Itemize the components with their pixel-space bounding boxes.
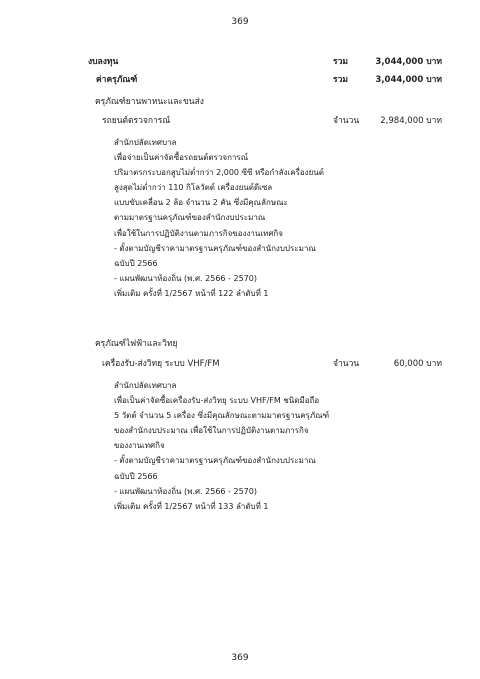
description-line: เพิ่มเติม ครั้งที่ 1/2567 หน้าที่ 133 ลำดับที่ 1 xyxy=(114,501,269,511)
description-line: สำนักปลัดเทศบาล xyxy=(114,381,177,390)
description-line: 5 วัตต์ จำนวน 5 เครื่อง ซึ่งมีคุณลักษณะตามมาตรฐานครุภัณฑ์ xyxy=(114,411,330,421)
budget-row xyxy=(0,55,480,69)
item-amount: 2,984,000 บาท xyxy=(380,116,442,126)
budget-amount: 3,044,000 บาท xyxy=(375,57,442,67)
section-header-vehicles xyxy=(0,95,480,109)
item-unit-label: จำนวน xyxy=(333,359,360,369)
budget-unit-label: รวม xyxy=(333,57,348,67)
budget-title: งบลงทุน xyxy=(88,57,119,67)
item-amount: 60,000 บาท xyxy=(393,359,442,369)
item-description-patrol-car xyxy=(114,135,454,301)
description-line: - แผนพัฒนาท้องถิ่น (พ.ศ. 2566 - 2570) xyxy=(114,273,257,283)
section-title: ครุภัณฑ์ไฟฟ้าและวิทยุ xyxy=(95,339,178,349)
description-line: ของสำนักงบประมาณ เพื่อใช้ในการปฏิบัติงานตามภารกิจ xyxy=(114,426,309,436)
description-line: - ตั้งตามบัญชีราคามาตรฐานครุภัณฑ์ของสำนักงบประมาณ xyxy=(114,456,316,466)
page-number-bottom: 369 xyxy=(231,653,249,663)
description-line: เพิ่มเติม ครั้งที่ 1/2567 หน้าที่ 122 ลำดับที่ 1 xyxy=(114,288,269,298)
item-name: เครื่องรับ-ส่งวิทยุ ระบบ VHF/FM xyxy=(102,359,220,369)
item-description-radio xyxy=(114,378,454,514)
section-title: ครุภัณฑ์ยานพาหนะและขนส่ง xyxy=(95,97,204,107)
page-number-top: 369 xyxy=(231,17,249,27)
description-line: เพื่อจ่ายเป็นค่าจัดซื้อรถยนต์ตรวจการณ์ xyxy=(114,153,249,163)
description-line: ตามมาตรฐานครุภัณฑ์ของสำนักงบประมาณ xyxy=(114,213,266,223)
item-row-radio xyxy=(0,357,480,371)
description-line: แบบขับเคลื่อน 2 ล้อ จำนวน 2 คัน ซึ่งมีคุณลักษณะ xyxy=(114,198,288,208)
section-header-radio xyxy=(0,337,480,351)
description-line: สูงสุดไม่ต่ำกว่า 110 กิโลวัตต์ เครื่องยนต์ดีเซล xyxy=(114,183,273,193)
description-line: ฉบับปี 2566 xyxy=(114,471,158,481)
description-line: ปริมาตรกระบอกสูบไม่ต่ำกว่า 2,000 ซีซี หรือกำลังเครื่องยนต์ xyxy=(114,168,324,178)
item-row-patrol-car xyxy=(0,114,480,128)
description-line: ของงานเทศกิจ xyxy=(114,441,165,451)
item-name: รถยนต์ตรวจการณ์ xyxy=(102,116,171,126)
description-line: เพื่อใช้ในการปฏิบัติงานตามภารกิจของงานเทศกิจ xyxy=(114,228,283,238)
description-line: - ตั้งตามบัญชีราคามาตรฐานครุภัณฑ์ของสำนักงบประมาณ xyxy=(114,243,316,253)
description-line: ฉบับปี 2566 xyxy=(114,258,158,268)
description-line: สำนักปลัดเทศบาล xyxy=(114,138,177,147)
category-amount: 3,044,000 บาท xyxy=(375,75,442,85)
category-row xyxy=(0,73,480,87)
category-title: ค่าครุภัณฑ์ xyxy=(96,75,138,85)
category-unit-label: รวม xyxy=(333,75,348,85)
description-line: เพื่อเป็นค่าจัดซื้อเครื่องรับ-ส่งวิทยุ ระบบ VHF/FM ชนิดมือถือ xyxy=(114,396,320,406)
item-unit-label: จำนวน xyxy=(333,116,360,126)
description-line: - แผนพัฒนาท้องถิ่น (พ.ศ. 2566 - 2570) xyxy=(114,486,257,496)
